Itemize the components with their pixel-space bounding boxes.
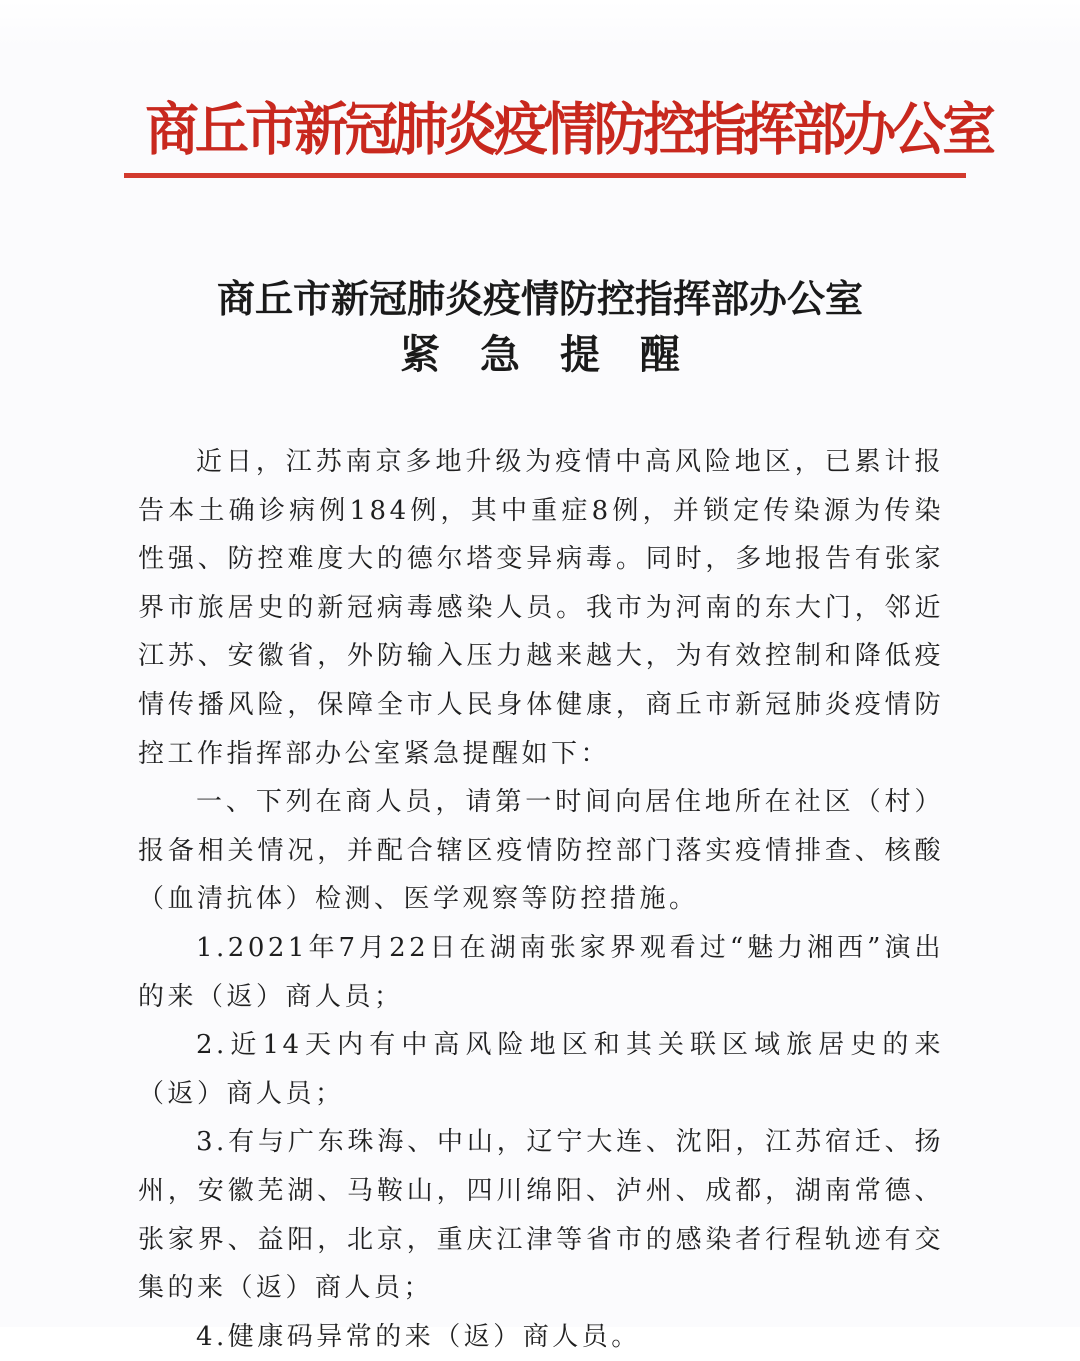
letterhead-red-rule	[124, 173, 966, 178]
document-subtitle: 紧急提醒	[400, 332, 720, 378]
letterhead-title: 商丘市新冠肺炎疫情防控指挥部办公室	[145, 97, 993, 163]
list-item-4: 4.健康码异常的来（返）商人员。	[196, 1321, 641, 1352]
section-one-paragraph: 一、下列在商人员，请第一时间向居住地所在社区（村）报备相关情况，并配合辖区疫情防控部门落实疫情排查、核酸（血清抗体）检测、医学观察等防控措施。	[138, 787, 944, 915]
list-item-1: 1.2021年7月22日在湖南张家界观看过“魅力湘西”演出的来（返）商人员；	[138, 932, 944, 1012]
document-body	[138, 438, 944, 1361]
intro-paragraph: 近日，江苏南京多地升级为疫情中高风险地区，已累计报告本土确诊病例184例，其中重症8例，并锁定传染源为传染性强、防控难度大的德尔塔变异病毒。同时，多地报告有张家界市旅居史的新冠病毒感染人员。我市为河南的东大门，邻近江苏、安徽省，外防输入压力越来越大，为有效控制和降低疫情传播风险，保障全市人民身体健康，商丘市新冠肺炎疫情防控工作指挥部办公室紧急提醒如下：	[138, 447, 944, 769]
page-top-edge	[0, 0, 1080, 46]
document-title: 商丘市新冠肺炎疫情防控指挥部办公室	[216, 277, 863, 321]
list-item-2: 2.近14天内有中高风险地区和其关联区域旅居史的来（返）商人员；	[138, 1030, 944, 1109]
list-item-3: 3.有与广东珠海、中山，辽宁大连、沈阳，江苏宿迁、扬州，安徽芜湖、马鞍山，四川绵阳、泸州、成都，湖南常德、张家界、益阳，北京，重庆江津等省市的感染者行程轨迹有交集的来（返）商人员；	[138, 1127, 944, 1304]
